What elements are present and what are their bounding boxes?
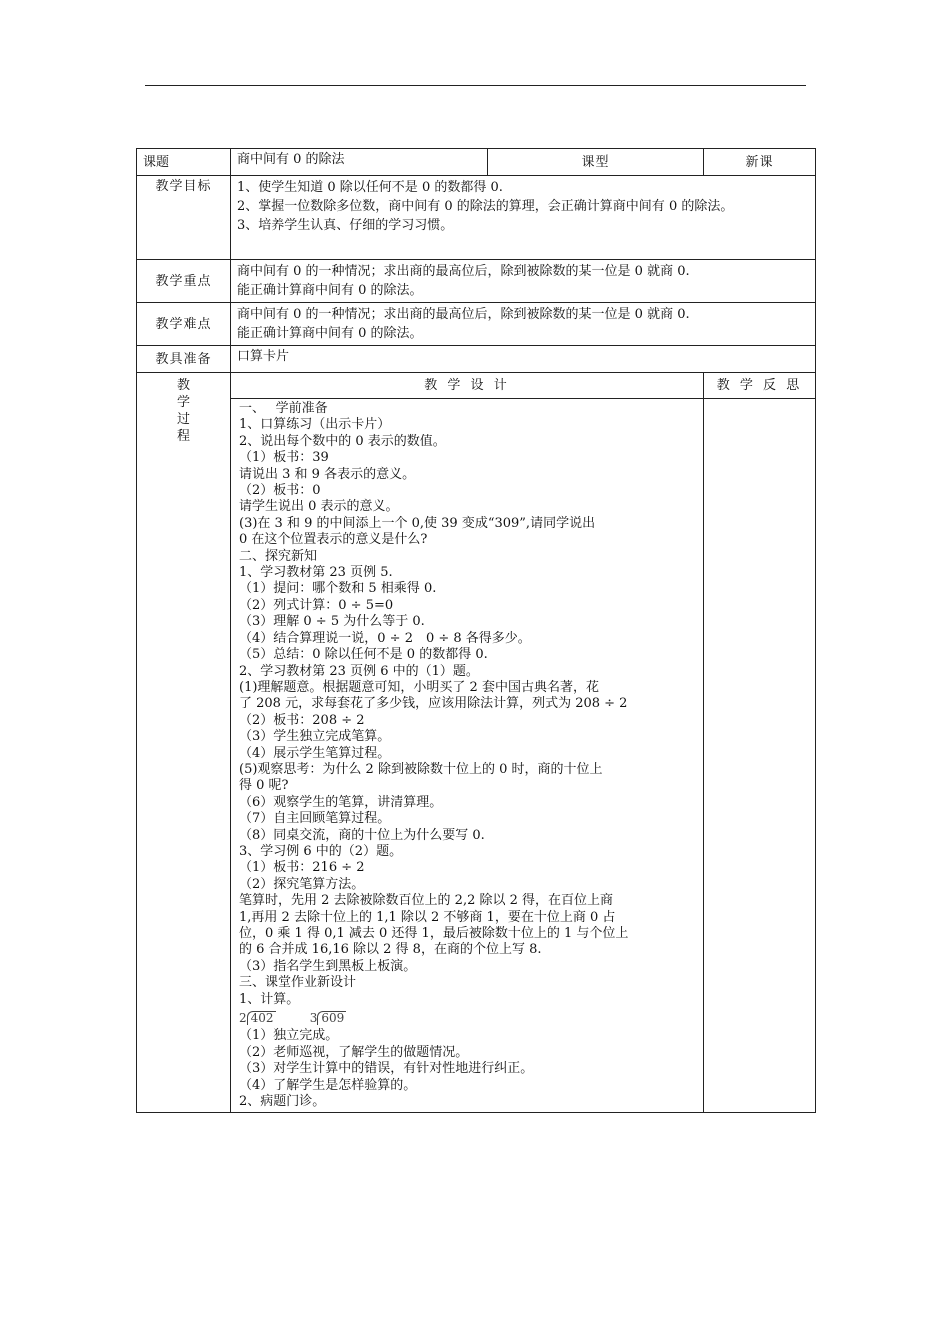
key-point-line: 能正确计算商中间有 0 的除法。: [237, 283, 423, 298]
design-line: （2）探究笔算方法。: [239, 876, 365, 892]
design-line: （2）老师巡视，了解学生的做题情况。: [239, 1044, 469, 1060]
difficulty-line: 能正确计算商中间有 0 的除法。: [237, 326, 423, 341]
reflection-content: [704, 399, 816, 1113]
design-line: 3、学习例 6 中的（2）题。: [239, 843, 403, 859]
dividend: 402: [247, 1011, 276, 1025]
objectives-row: [137, 176, 816, 260]
design-line: 2、说出每个数中的 0 表示的数值。: [239, 433, 446, 449]
design-line: 请学生说出 0 表示的意义。: [239, 499, 399, 515]
design-line: 1、学习教材第 23 页例 5.: [239, 565, 393, 581]
title-row: [137, 149, 816, 176]
reflection-header: 教 学 反 思: [704, 373, 816, 399]
key-points-content: [231, 260, 816, 303]
design-line: （6）观察学生的笔算，讲清算理。: [239, 794, 443, 810]
difficulties-label: 教学难点: [137, 303, 231, 346]
design-line: （4）结合算理说一说，0 ÷ 2 0 ÷ 8 各得多少。: [239, 630, 531, 646]
design-line: （8）同桌交流，商的十位上为什么要写 0.: [239, 827, 485, 843]
design-line: （7）自主回顾笔算过程。: [239, 811, 391, 827]
design-line: 了 208 元，求每套花了多少钱，应该用除法计算，列式为 208 ÷ 2: [239, 696, 628, 712]
objective-line: 2、掌握一位数除多位数，商中间有 0 的除法的算理，会正确计算商中间有 0 的除法。: [237, 199, 734, 214]
design-line: (3)在 3 和 9 的中间添上一个 0,使 39 变成“309”,请同学说出: [239, 515, 596, 531]
design-line: （2）列式计算：0 ÷ 5=0: [239, 597, 394, 613]
design-line: 1、口算练习（出示卡片）: [239, 417, 391, 433]
objective-line: 1、使学生知道 0 除以任何不是 0 的数都得 0.: [237, 180, 503, 195]
materials-label: 教具准备: [137, 346, 231, 373]
process-label-char: 教: [176, 378, 190, 393]
course-type: 新课: [704, 149, 816, 176]
header-rule: [145, 85, 806, 86]
design-header: 教 学 设 计: [231, 373, 704, 399]
design-line: （3）理解 0 ÷ 5 为什么等于 0.: [239, 614, 425, 630]
design-line: （1）提问：哪个数和 5 相乘得 0.: [239, 581, 437, 597]
design-line: 2、学习教材第 23 页例 6 中的（1）题。: [239, 663, 479, 679]
key-point-line: 商中间有 0 的一种情况；求出商的最高位后，除到被除数的某一位是 0 就商 0.: [237, 264, 690, 279]
design-line: 三、课堂作业新设计: [239, 975, 357, 991]
process-label-char: 程: [176, 429, 190, 444]
design-line: 一、 学前准备: [239, 401, 328, 416]
course-type-label: 课型: [488, 149, 704, 176]
design-line: （2）板书：208 ÷ 2: [239, 712, 365, 728]
course-title-label: 课题: [137, 149, 231, 176]
course-title: 商中间有 0 的除法: [231, 149, 488, 176]
design-line: （4）展示学生笔算过程。: [239, 745, 391, 761]
design-line: （1）独立完成。: [239, 1028, 339, 1044]
dividend: 609: [317, 1011, 346, 1025]
design-line: 二、探究新知: [239, 548, 318, 564]
lesson-plan-table: [136, 148, 816, 1113]
design-line: (5)观察思考：为什么 2 除到被除数十位上的 0 时，商的十位上: [239, 761, 603, 777]
objectives-label: 教学目标: [137, 176, 231, 260]
design-line: 2、病题门诊。: [239, 1094, 326, 1110]
difficulty-line: 商中间有 0 的一种情况；求出商的最高位后，除到被除数的某一位是 0 就商 0.: [237, 307, 690, 322]
design-line: 得 0 呢?: [239, 778, 289, 794]
objectives-content: [231, 176, 816, 260]
design-line: 1、计算。: [239, 991, 300, 1007]
objective-line: 3、培养学生认真、仔细的学习习惯。: [237, 218, 454, 233]
design-line: （3）学生独立完成笔算。: [239, 729, 391, 745]
design-line: （3）指名学生到黑板上板演。: [239, 958, 417, 974]
design-content: [231, 399, 704, 1113]
difficulties-content: [231, 303, 816, 346]
design-line: 位，0 乘 1 得 0,1 减去 0 还得 1，最后被除数十位上的 1 与个位上: [239, 926, 629, 941]
materials-row: [137, 346, 816, 373]
long-division: [239, 1010, 276, 1026]
design-line: （1）板书：39: [239, 450, 329, 466]
design-line: （2）板书：0: [239, 483, 321, 499]
divisor: 3: [309, 1011, 318, 1026]
key-points-row: [137, 260, 816, 303]
long-division-exercises: [239, 1010, 697, 1027]
process-label-char: 学: [176, 395, 190, 410]
design-line: （1）板书：216 ÷ 2: [239, 860, 365, 876]
design-line: 请说出 3 和 9 各表示的意义。: [239, 466, 416, 482]
long-division: [310, 1010, 347, 1026]
process-label-char: 过: [176, 412, 190, 427]
design-line: 的 6 合并成 16,16 除以 2 得 8，在商的个位上写 8.: [239, 942, 542, 958]
process-label: [137, 373, 231, 1113]
design-line: 1,再用 2 去除十位上的 1,1 除以 2 不够商 1，要在十位上商 0 占: [239, 909, 616, 925]
process-header-row: [137, 373, 816, 399]
difficulties-row: [137, 303, 816, 346]
process-body-row: [137, 399, 816, 1113]
design-line: 笔算时，先用 2 去除被除数百位上的 2,2 除以 2 得，在百位上商: [239, 893, 614, 909]
design-line: 0 在这个位置表示的意义是什么?: [239, 532, 428, 548]
key-points-label: 教学重点: [137, 260, 231, 303]
materials-content: 口算卡片: [231, 346, 816, 373]
design-line: （3）对学生计算中的错误，有针对性地进行纠正。: [239, 1061, 534, 1077]
divisor: 2: [239, 1011, 247, 1026]
design-line: （5）总结：0 除以任何不是 0 的数都得 0.: [239, 647, 488, 663]
design-line: (1)理解题意。根据题意可知，小明买了 2 套中国古典名著，花: [239, 679, 599, 695]
design-line: （4）了解学生是怎样验算的。: [239, 1077, 417, 1093]
